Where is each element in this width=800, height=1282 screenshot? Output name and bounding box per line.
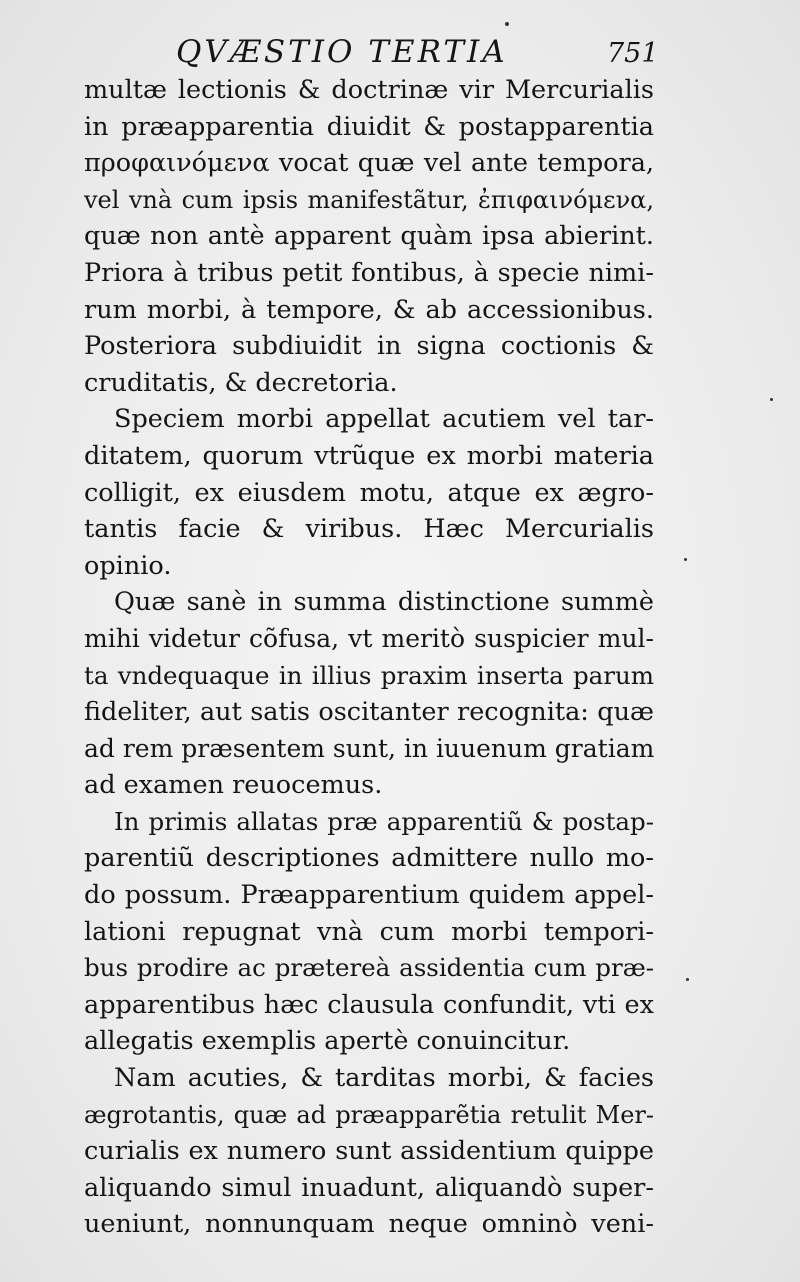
text-line: Priora à tribus petit fontibus, à specie nimi- [84, 257, 654, 288]
text-line: rum morbi, à tempore, & ab accessionibus. [84, 294, 654, 325]
text-line: ad rem præsentem sunt, in iuuenum gratiam [84, 733, 655, 763]
ink-speck [505, 22, 509, 26]
text-line: ægrotantis, quæ ad præapparẽtia retulit Mer- [84, 1100, 654, 1129]
text-line: ueniunt, nonnunquam neque omninò veni- [84, 1209, 654, 1240]
page-header [0, 30, 800, 70]
text-line: curialis ex numero sunt assidentium quippe [84, 1136, 654, 1167]
text-line: Posteriora subdiuidit in signa coctionis & [84, 331, 654, 362]
text-line: lationi repugnat vnà cum morbi tempori- [84, 916, 654, 947]
text-line: fideliter, aut satis oscitanter recognita: quæ [84, 697, 654, 728]
text-line: opinio. [84, 550, 172, 581]
text-line: aliquando simul inuadunt, aliquandò super- [84, 1172, 654, 1203]
text-line: do possum. Præapparentium quidem appel- [84, 880, 654, 911]
text-line: ditatem, quorum vtrũque ex morbi materia [84, 440, 654, 471]
text-line: vel vnà cum ipsis manifestãtur, ἐπιφαινόμενα, [84, 185, 654, 214]
text-line: ta vndequaque in illius praxim inserta parum [84, 660, 654, 690]
text-line: bus prodire ac prætereà assidentia cum præ- [84, 953, 654, 983]
text-line: tantis facie & viribus. Hæc Mercurialis [84, 514, 654, 545]
text-line: Nam acuties, & tarditas morbi, & facies [114, 1063, 654, 1094]
page-number: 751 [607, 38, 659, 69]
running-title: QVÆSTIO TERTIA [176, 34, 508, 70]
text-line: quæ non antè apparent quàm ipsa abierint. [84, 221, 654, 252]
text-line: ad examen reuocemus. [84, 770, 383, 801]
text-line: colligit, ex eiusdem motu, atque ex ægro- [84, 477, 654, 508]
text-line: in præapparentia diuidit & postapparentia [84, 111, 654, 142]
text-line: apparentibus hæc clausula confundit, vti ex [84, 989, 654, 1020]
ink-speck [770, 398, 773, 401]
text-line: Speciem morbi appellat acutiem vel tar- [114, 404, 654, 435]
text-line: προφαινόμενα vocat quæ vel ante tempora, [84, 148, 654, 179]
ink-speck [686, 978, 689, 981]
ink-speck [684, 558, 687, 561]
text-line: multæ lectionis & doctrinæ vir Mercurialis [84, 75, 654, 105]
text-line: allegatis exemplis apertè conuincitur. [84, 1026, 571, 1057]
text-line: In primis allatas præ apparentiũ & postap- [114, 806, 654, 836]
text-line: Quæ sanè in summa distinctione summè [114, 587, 654, 618]
text-line: mihi videtur cõfusa, vt meritò suspicier mul- [84, 623, 654, 653]
text-line: cruditatis, & decretoria. [84, 367, 398, 398]
text-line: parentiũ descriptiones admittere nullo mo- [84, 843, 654, 874]
body-text [84, 72, 654, 1243]
